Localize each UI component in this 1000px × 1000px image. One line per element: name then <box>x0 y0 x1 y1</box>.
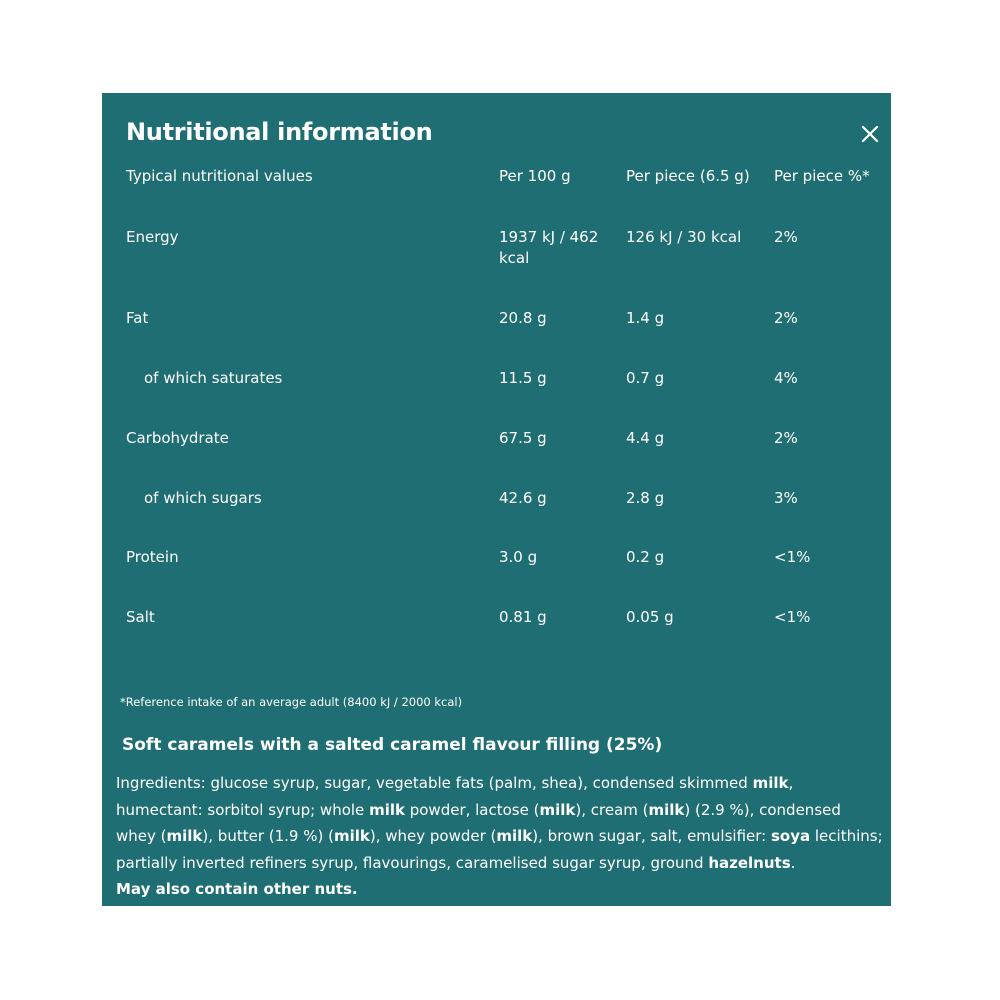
ingredient-text: ), whey powder ( <box>369 827 497 845</box>
row-saturates-per-piece: 0.7 g <box>626 369 665 387</box>
row-label-saturates: of which saturates <box>144 369 283 387</box>
reference-intake-footnote: *Reference intake of an average adult (8400 kJ / 2000 kcal) <box>120 695 463 709</box>
allergen-text: milk <box>496 827 533 845</box>
row-protein-per-piece: 0.2 g <box>626 548 665 566</box>
column-header-per-piece: Per piece (6.5 g) <box>626 167 750 185</box>
ingredient-text: lecithins; <box>810 827 883 845</box>
allergen-text: milk <box>752 774 789 792</box>
row-sugars-per100: 42.6 g <box>499 489 547 507</box>
row-salt-percent: <1% <box>774 608 811 626</box>
ingredient-text: ), butter (1.9 %) ( <box>202 827 334 845</box>
row-label-salt: Salt <box>126 608 155 626</box>
column-header-typical-values: Typical nutritional values <box>126 167 313 185</box>
ingredient-text: Ingredients: glucose syrup, sugar, vegetable fats (palm, shea), condensed skimmed <box>116 774 753 792</box>
ingredients-text <box>116 770 883 903</box>
row-carbohydrate-percent: 2% <box>774 429 798 447</box>
row-salt-per-piece: 0.05 g <box>626 608 674 626</box>
ingredient-text: ), cream ( <box>575 800 649 819</box>
allergen-text: milk <box>369 800 405 819</box>
ingredient-text: powder, lactose ( <box>404 800 540 819</box>
row-label-fat: Fat <box>126 309 149 327</box>
ingredients-line <box>116 876 876 903</box>
allergen-text: soya <box>770 827 811 845</box>
allergen-text: hazelnuts <box>708 853 791 872</box>
column-header-per-piece-percent: Per piece %* <box>774 167 870 185</box>
ingredient-text: . <box>790 853 796 872</box>
allergen-text: milk <box>539 800 576 819</box>
product-title: Soft caramels with a salted caramel flavour filling (25%) <box>122 735 663 755</box>
row-fat-per100: 20.8 g <box>499 309 547 327</box>
ingredients-line <box>116 850 876 877</box>
row-label-carbohydrate: Carbohydrate <box>126 429 229 447</box>
row-fat-per-piece: 1.4 g <box>626 309 665 327</box>
ingredient-text: ) (2.9 %), condensed <box>684 800 841 819</box>
ingredients-line <box>116 797 876 824</box>
row-carbohydrate-per100: 67.5 g <box>499 429 547 447</box>
allergen-text: milk <box>648 800 685 819</box>
row-protein-per100: 3.0 g <box>499 548 538 566</box>
nutrition-modal <box>102 93 891 906</box>
row-saturates-percent: 4% <box>774 369 798 387</box>
close-icon[interactable] <box>858 122 882 146</box>
ingredients-line <box>116 823 883 850</box>
row-label-protein: Protein <box>126 548 179 566</box>
row-energy-per100: 1937 kJ / 462 kcal <box>499 228 599 267</box>
row-salt-per100: 0.81 g <box>499 608 547 626</box>
row-fat-percent: 2% <box>774 309 798 327</box>
ingredient-text: partially inverted refiners syrup, flavourings, caramelised sugar syrup, ground <box>116 853 709 872</box>
ingredient-text: whey ( <box>116 827 167 845</box>
column-header-per-100g: Per 100 g <box>499 167 571 185</box>
row-label-energy: Energy <box>126 228 179 246</box>
allergen-text: milk <box>333 827 370 845</box>
allergen-text: milk <box>166 827 203 845</box>
row-saturates-per100: 11.5 g <box>499 369 547 387</box>
row-carbohydrate-per-piece: 4.4 g <box>626 429 665 447</box>
row-energy-per-piece: 126 kJ / 30 kcal <box>626 228 742 246</box>
row-energy-percent: 2% <box>774 228 798 246</box>
row-label-sugars: of which sugars <box>144 489 262 507</box>
modal-title: Nutritional information <box>126 118 433 146</box>
ingredient-text: , <box>788 774 794 792</box>
ingredient-text: ), brown sugar, salt, emulsifier: <box>532 827 771 845</box>
allergen-text: May also contain other nuts. <box>116 880 358 898</box>
ingredients-line <box>116 770 876 797</box>
ingredient-text: humectant: sorbitol syrup; whole <box>116 800 370 819</box>
row-protein-percent: <1% <box>774 548 811 566</box>
row-sugars-percent: 3% <box>774 489 798 507</box>
row-sugars-per-piece: 2.8 g <box>626 489 665 507</box>
